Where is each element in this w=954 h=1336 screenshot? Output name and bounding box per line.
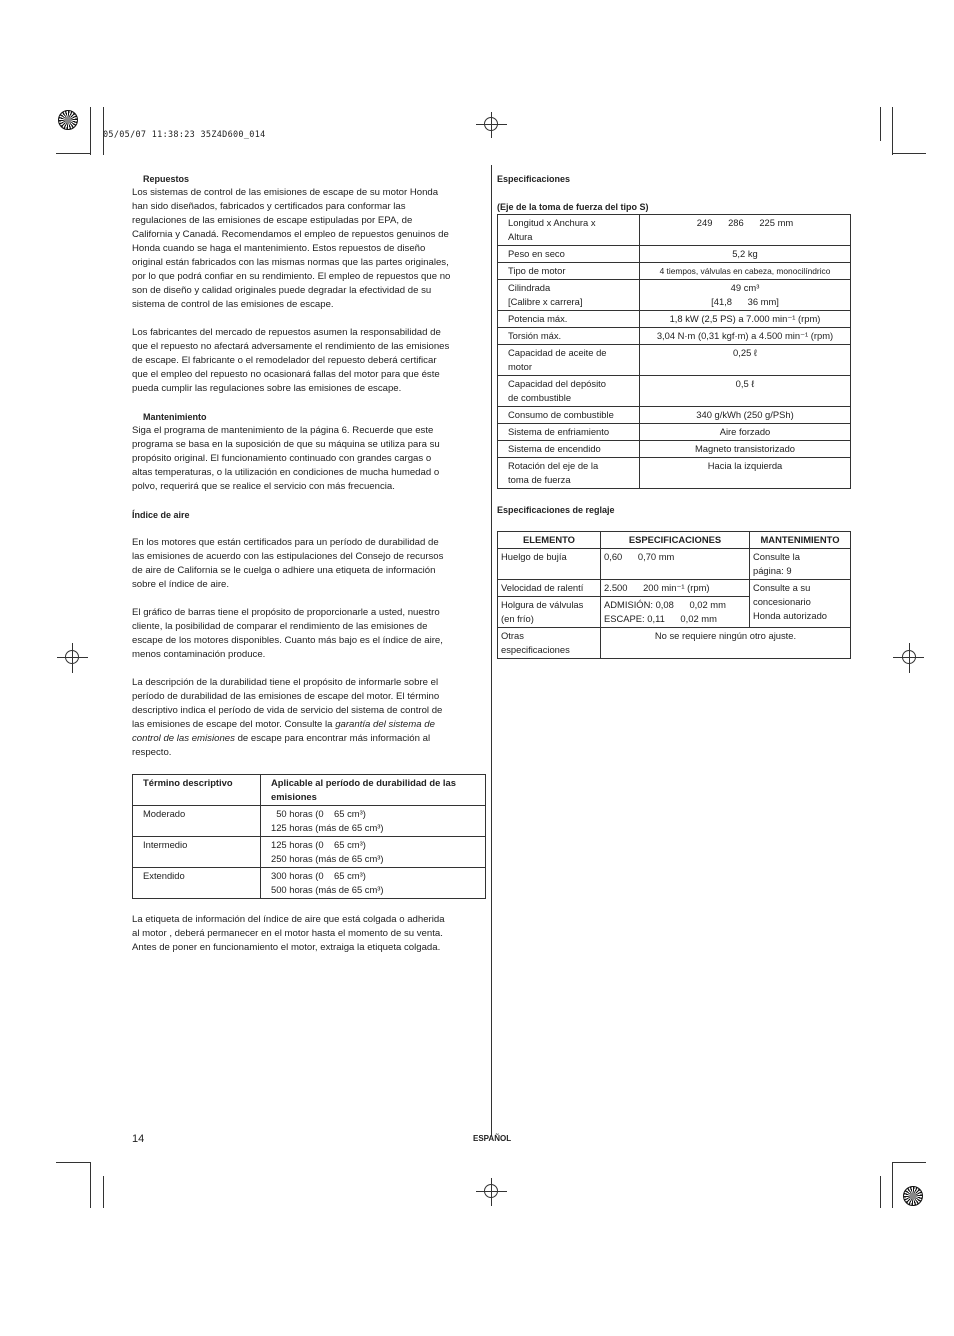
indice-paragraph-4: La etiqueta de información del índice de aire que está colgada o adherida al motor , deberá permanecer en el motor hasta el momento de su venta. Antes de poner en funcionamiento el motor, extraiga la etiqueta colgada.	[132, 914, 445, 953]
table-row: Capacidad de aceite de motor 0,25 ℓ	[498, 345, 851, 376]
section-title-mantenimiento: Mantenimiento	[143, 412, 207, 422]
crop-mark	[880, 107, 881, 141]
table-row: Moderado 50 horas (0 65 cm³) 125 horas (más de 65 cm³)	[133, 806, 486, 837]
crop-mark	[56, 153, 91, 154]
table-row: Huelgo de bujía 0,60 0,70 mm Consulte la página: 9	[498, 549, 851, 580]
table-header: Aplicable al período de durabilidad de las emisiones	[261, 775, 486, 806]
specs-subtitle: (Eje de la toma de fuerza del tipo S)	[497, 202, 649, 212]
section-title-indice-de-aire: Índice de aire	[132, 510, 190, 520]
registration-circle-icon	[65, 650, 79, 664]
table-header: ESPECIFICACIONES	[601, 532, 750, 549]
language-label: ESPAÑOL	[473, 1134, 512, 1143]
registration-circle-icon	[902, 650, 916, 664]
crop-mark	[56, 1162, 91, 1163]
reglaje-title: Especificaciones de reglaje	[497, 505, 615, 515]
table-row: Cilindrada [Calibre x carrera] 49 cm³ [41,8 36 mm]	[498, 280, 851, 311]
table-row: Consumo de combustible 340 g/kWh (250 g/PSh)	[498, 407, 851, 424]
crop-mark	[90, 107, 91, 155]
repuestos-paragraph-1: Los sistemas de control de las emisiones de escape de su motor Honda han sido diseñados, fabricados y certificados para conformar las regulaciones de las emisiones de escape estipuladas por EPA, de California y Canadá. Recomendamos el empleo de repuestos genuinos de Honda cuando se haga el mantenimiento. Estos repuestos de diseño original están fabricados con las mismas normas que las partes originales, por lo que podrá confiar en su rendimiento. El empleo de repuestos que no son de diseño y calidad originales puede degradar la efectividad de su sistema de control de las emisiones de escape.	[132, 187, 451, 310]
repuestos-paragraph-2: Los fabricantes del mercado de repuestos asumen la responsabilidad de que el repuesto no afectará adversamente el rendimiento de las emisiones de escape. El fabricante o el remodelador del repuesto deberá certificar que el empleo del repuesto no ocasionará fallas del motor para que éste pueda cumplir las regulaciones sobre las emisiones de escape.	[132, 327, 450, 394]
table-row: Velocidad de ralentí 2.500 200 min⁻¹ (rpm) Consulte a su concesionario Honda autorizado	[498, 580, 851, 597]
registration-circle-icon	[484, 117, 498, 131]
indice-paragraph-3: La descripción de la durabilidad tiene el propósito de informarle sobre el período de durabilidad de las emisiones de escape del motor. El término descriptivo indica el período de vida de servicio del sistema de control de las emisiones de escape del motor. Consulte la garantía del sistema de control de las emisiones de escape para encontrar más información al respecto.	[132, 677, 443, 758]
table-row: Tipo de motor 4 tiempos, válvulas en cabeza, monocilíndrico	[498, 263, 851, 280]
specs-table	[497, 214, 851, 489]
left-column	[132, 172, 488, 955]
registration-rosette-icon	[58, 110, 78, 130]
crop-mark	[892, 1162, 893, 1208]
indice-paragraph-1: En los motores que están certificados para un período de durabilidad de las emisiones de acuerdo con las estipulaciones del Consejo de recursos de aire de California se le cuelga o adhiere una etiqueta de información sobre el índice de aire.	[132, 537, 444, 590]
table-row: Rotación del eje de la toma de fuerza Hacia la izquierda	[498, 458, 851, 489]
durability-table	[132, 774, 486, 899]
table-row: Intermedio 125 horas (0 65 cm³) 250 horas (más de 65 cm³)	[133, 837, 486, 868]
crop-mark	[90, 1162, 91, 1208]
registration-rosette-icon	[903, 1186, 923, 1206]
section-title-repuestos: Repuestos	[143, 174, 190, 184]
registration-circle-icon	[484, 1184, 498, 1198]
crop-mark	[892, 107, 893, 155]
table-row: Extendido 300 horas (0 65 cm³) 500 horas (más de 65 cm³)	[133, 868, 486, 899]
table-row: Peso en seco 5,2 kg	[498, 246, 851, 263]
table-header: MANTENIMIENTO	[750, 532, 851, 549]
crop-mark	[880, 1176, 881, 1208]
table-row: Holgura de válvulas (en frío) ADMISIÓN: 0,08 0,02 mm ESCAPE: 0,11 0,02 mm	[498, 597, 851, 628]
print-timestamp: 05/05/07 11:38:23 35Z4D600_014	[103, 130, 266, 140]
table-row: Sistema de enfriamiento Aire forzado	[498, 424, 851, 441]
column-divider	[491, 165, 492, 1135]
specs-title: Especificaciones	[497, 174, 571, 184]
table-row: Torsión máx. 3,04 N·m (0,31 kgf·m) a 4.500 min⁻¹ (rpm)	[498, 328, 851, 345]
table-header: Término descriptivo	[133, 775, 261, 806]
table-row: Potencia máx. 1,8 kW (2,5 PS) a 7.000 min⁻¹ (rpm)	[498, 311, 851, 328]
table-row: Otras especificaciones No se requiere ningún otro ajuste.	[498, 628, 851, 659]
right-column	[497, 172, 851, 659]
crop-mark	[103, 1176, 104, 1208]
table-row: Sistema de encendido Magneto transistorizado	[498, 441, 851, 458]
table-row: Longitud x Anchura x Altura 249 286 225 mm	[498, 215, 851, 246]
reglaje-table	[497, 531, 851, 659]
indice-paragraph-2: El gráfico de barras tiene el propósito de proporcionarle a usted, nuestro cliente, la posibilidad de comparar el rendimiento de las emisiones de escape de los motores disponibles. Cuanto más bajo es el índice de aire, menos contaminación produce.	[132, 607, 443, 660]
crop-mark	[892, 1162, 926, 1163]
crop-mark	[892, 153, 926, 154]
page-number: 14	[132, 1133, 145, 1145]
table-header: ELEMENTO	[498, 532, 601, 549]
mantenimiento-paragraph: Siga el programa de mantenimiento de la página 6. Recuerde que este programa se basa en la suposición de que su máquina se utiliza para su propósito original. El funcionamiento continuado con grandes cargas o altas temperaturas, o la utilización en condiciones de mucha humedad o polvo, requerirá que se realice el servicio con más frecuencia.	[132, 425, 440, 492]
table-row: Capacidad del depósito de combustible 0,5 ℓ	[498, 376, 851, 407]
